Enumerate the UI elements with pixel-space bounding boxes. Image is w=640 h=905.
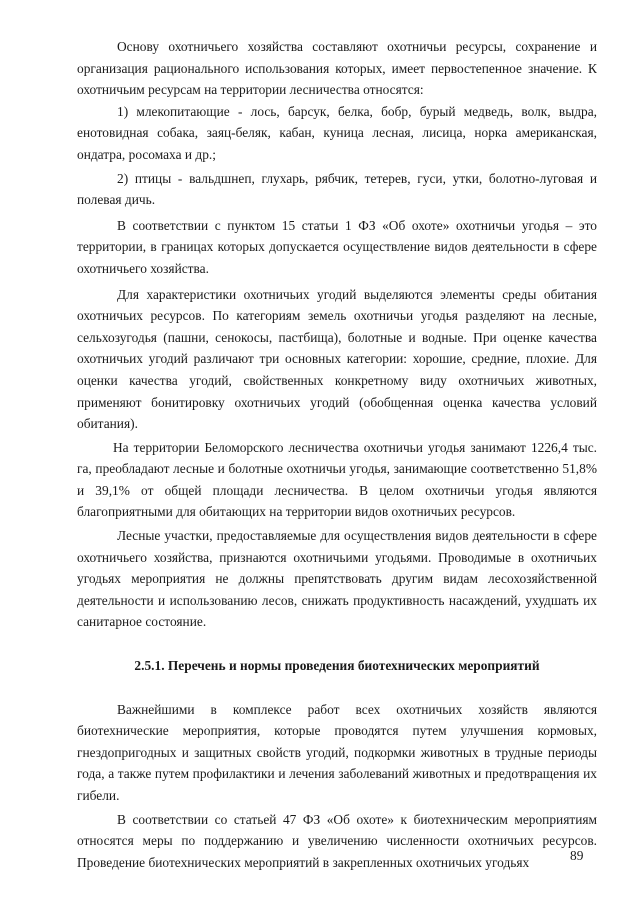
page-number: 89 [570, 848, 584, 863]
paragraph-biotechnical-measures: Важнейшими в комплексе работ всех охотничьих хозяйств являются биотехнические мероприятия, которые проводятся путем улучшения кормовых, гнездопригодных и защитных свойств угодий, подкормки животных в трудные периоды года, а также путем профилактики и лечения заболеваний животных и предотвращения их гибели. [77, 701, 597, 803]
paragraph-grounds-characteristics: Для характеристики охотничьих угодий выделяются элементы среды обитания охотничьих ресурсов. По категориям земель охотничьи угодья разделяют на лесные, сельхозугодья (пашни, сенокосы, пастбища), болотные и водные. При оценке качества охотничьих угодий различают три основных категории: хорошие, средние, плохие. Для оценки качества угодий, свойственных конкретному виду охотничьих животных, применяют бонитировку охотничьих угодий (обобщенная оценка качества условий обитания). [77, 286, 597, 432]
paragraph-hunting-grounds-definition: В соответствии с пунктом 15 статьи 1 ФЗ «Об охоте» охотничьи угодья – это территории, в границах которых допускается осуществление видов деятельности в сфере охотничьего хозяйства. [77, 217, 597, 276]
section-heading: 2.5.1. Перечень и нормы проведения биотехнических мероприятий [134, 658, 540, 674]
paragraph-belomorsky-area: На территории Беломорского лесничества охотничьи угодья занимают 1226,4 тыс. га, преобладают лесные и болотные охотничьи угодья, занимающие соответственно 51,8% и 39,1% от общей площади лесничества. В целом охотничьи угодья являются благоприятными для обитающих на территории видов охотничьих ресурсов. [77, 439, 597, 520]
paragraph-forest-plots: Лесные участки, предоставляемые для осуществления видов деятельности в сфере охотничьего хозяйства, признаются охотничьими угодьями. Проводимые в охотничьих угодьях мероприятия не должны препятствовать другим видам лесохозяйственной деятельности и использованию лесов, снижать продуктивность насаждений, ухудшать их санитарное состояние. [77, 528, 597, 630]
paragraph-hunting-resources-intro: Основу охотничьего хозяйства составляют охотничьи ресурсы, сохранение и организация рационального использования которых, имеет первостепенное значение. К охотничьим ресурсам на территории лесничества относятся: [77, 39, 597, 98]
paragraph-birds-list: 2) птицы - вальдшнеп, глухарь, рябчик, тетерев, гуси, утки, болотно-луговая и полевая дичь. [77, 170, 597, 208]
paragraph-law-article-47: В соответствии со статьей 47 ФЗ «Об охоте» к биотехническим мероприятиям относятся меры по поддержанию и увеличению численности охотничьих ресурсов. Проведение биотехнических мероприятий в закрепленных охотничьих угодьях [77, 811, 597, 870]
document-page [77, 36, 597, 873]
paragraph-mammals-list: 1) млекопитающие - лось, барсук, белка, бобр, бурый медведь, волк, выдра, енотовидная собака, заяц-беляк, кабан, куница лесная, лисица, норка американская, ондатра, росомаха и др.; [77, 103, 597, 162]
